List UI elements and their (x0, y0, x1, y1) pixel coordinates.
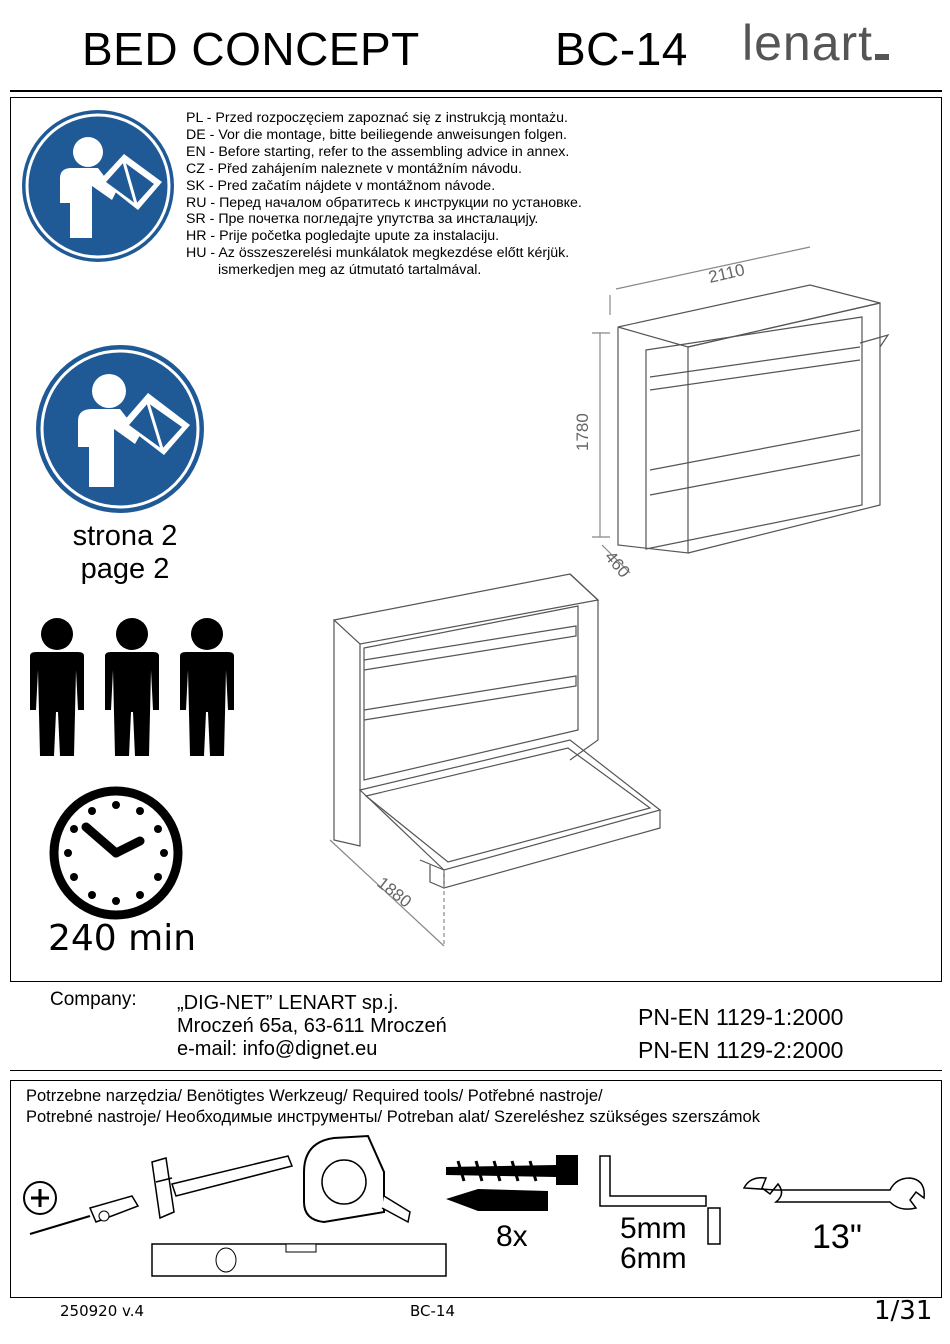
company-address: Mroczeń 65a, 63-611 Mroczeń (177, 1015, 447, 1037)
tape-measure-icon (294, 1132, 424, 1228)
closed-bed-drawing (570, 255, 900, 585)
instruction-line: SK - Pred začatím nájdete v montážnom návode. (186, 177, 496, 194)
instruction-line: HR - Prije početka pogledajte upute za instalaciju. (186, 228, 500, 245)
instruction-line: HU - Az összeszerelési munkálatok megkezdése előtt kérjük. (186, 245, 570, 262)
page-number: 1/31 (874, 1296, 933, 1326)
tools-heading: Potrzebne narzędzia/ Benötigtes Werkzeug/ Required tools/ Potřebné nastroje/ Potrebné nastroje/ Необходимые инструменты/ Potreban alat/ Szereléshez szükséges szerszámok (26, 1087, 760, 1126)
instruction-line: SR - Пре почетка погледајте упутства за инсталацију. (186, 211, 539, 228)
three-persons-icon (26, 612, 241, 760)
width-dimension: 2110 (706, 260, 747, 287)
screws-quantity: 8x (496, 1220, 528, 1253)
wrench-size: 13" (812, 1218, 862, 1256)
instruction-line: PL - Przed rozpoczęciem zapoznać się z instrukcją montażu. (186, 110, 568, 126)
document-title: BED CONCEPT (82, 23, 420, 75)
screwdriver-icon (20, 1178, 142, 1238)
clock-icon (50, 787, 182, 919)
footer-model: BC-14 (410, 1302, 455, 1320)
section-divider (10, 1070, 942, 1071)
assembly-time: 240 min (48, 918, 197, 959)
instruction-line: RU - Перед началом обратитесь к инструкции по установке. (186, 194, 582, 211)
header-divider (10, 90, 942, 92)
hammer-icon (146, 1152, 316, 1222)
screw-and-dowel-icon (438, 1153, 583, 1215)
height-dimension: 1780 (573, 413, 592, 451)
standard-1: PN-EN 1129-1:2000 (638, 1004, 844, 1030)
document-version: 250920 v.4 (60, 1302, 145, 1320)
company-name: „DIG-NET” LENART sp.j. (177, 992, 399, 1014)
open-bed-drawing (320, 570, 690, 950)
standard-2: PN-EN 1129-2:2000 (638, 1037, 844, 1063)
model-number: BC-14 (555, 23, 688, 75)
wrench-icon (740, 1172, 926, 1220)
read-manual-icon (20, 108, 176, 264)
company-email: e-mail: info@dignet.eu (177, 1038, 378, 1060)
instruction-line: ismerkedjen meg az útmutató tartalmával. (218, 262, 482, 279)
instruction-line: EN - Before starting, refer to the assembling advice in annex. (186, 143, 570, 160)
read-manual-icon (34, 343, 206, 515)
depth-dimension: 460 (600, 547, 634, 582)
standards (638, 1001, 843, 1067)
hex-key-sizes: 5mm 6mm (620, 1212, 687, 1275)
start-instructions (186, 110, 582, 279)
instruction-line: CZ - Před zahájením naleznete v montážním návodu. (186, 160, 522, 177)
instruction-line: DE - Vor die montage, bitte beiliegende anweisungen folgen. (186, 126, 567, 143)
company-info (177, 992, 447, 1061)
length-dimension: 1880 (373, 873, 416, 912)
brand-logo: lenart (742, 14, 889, 72)
company-label: Company: (50, 989, 137, 1010)
page-reference: strona 2 page 2 (72, 520, 178, 585)
spirit-level-icon (150, 1240, 450, 1280)
